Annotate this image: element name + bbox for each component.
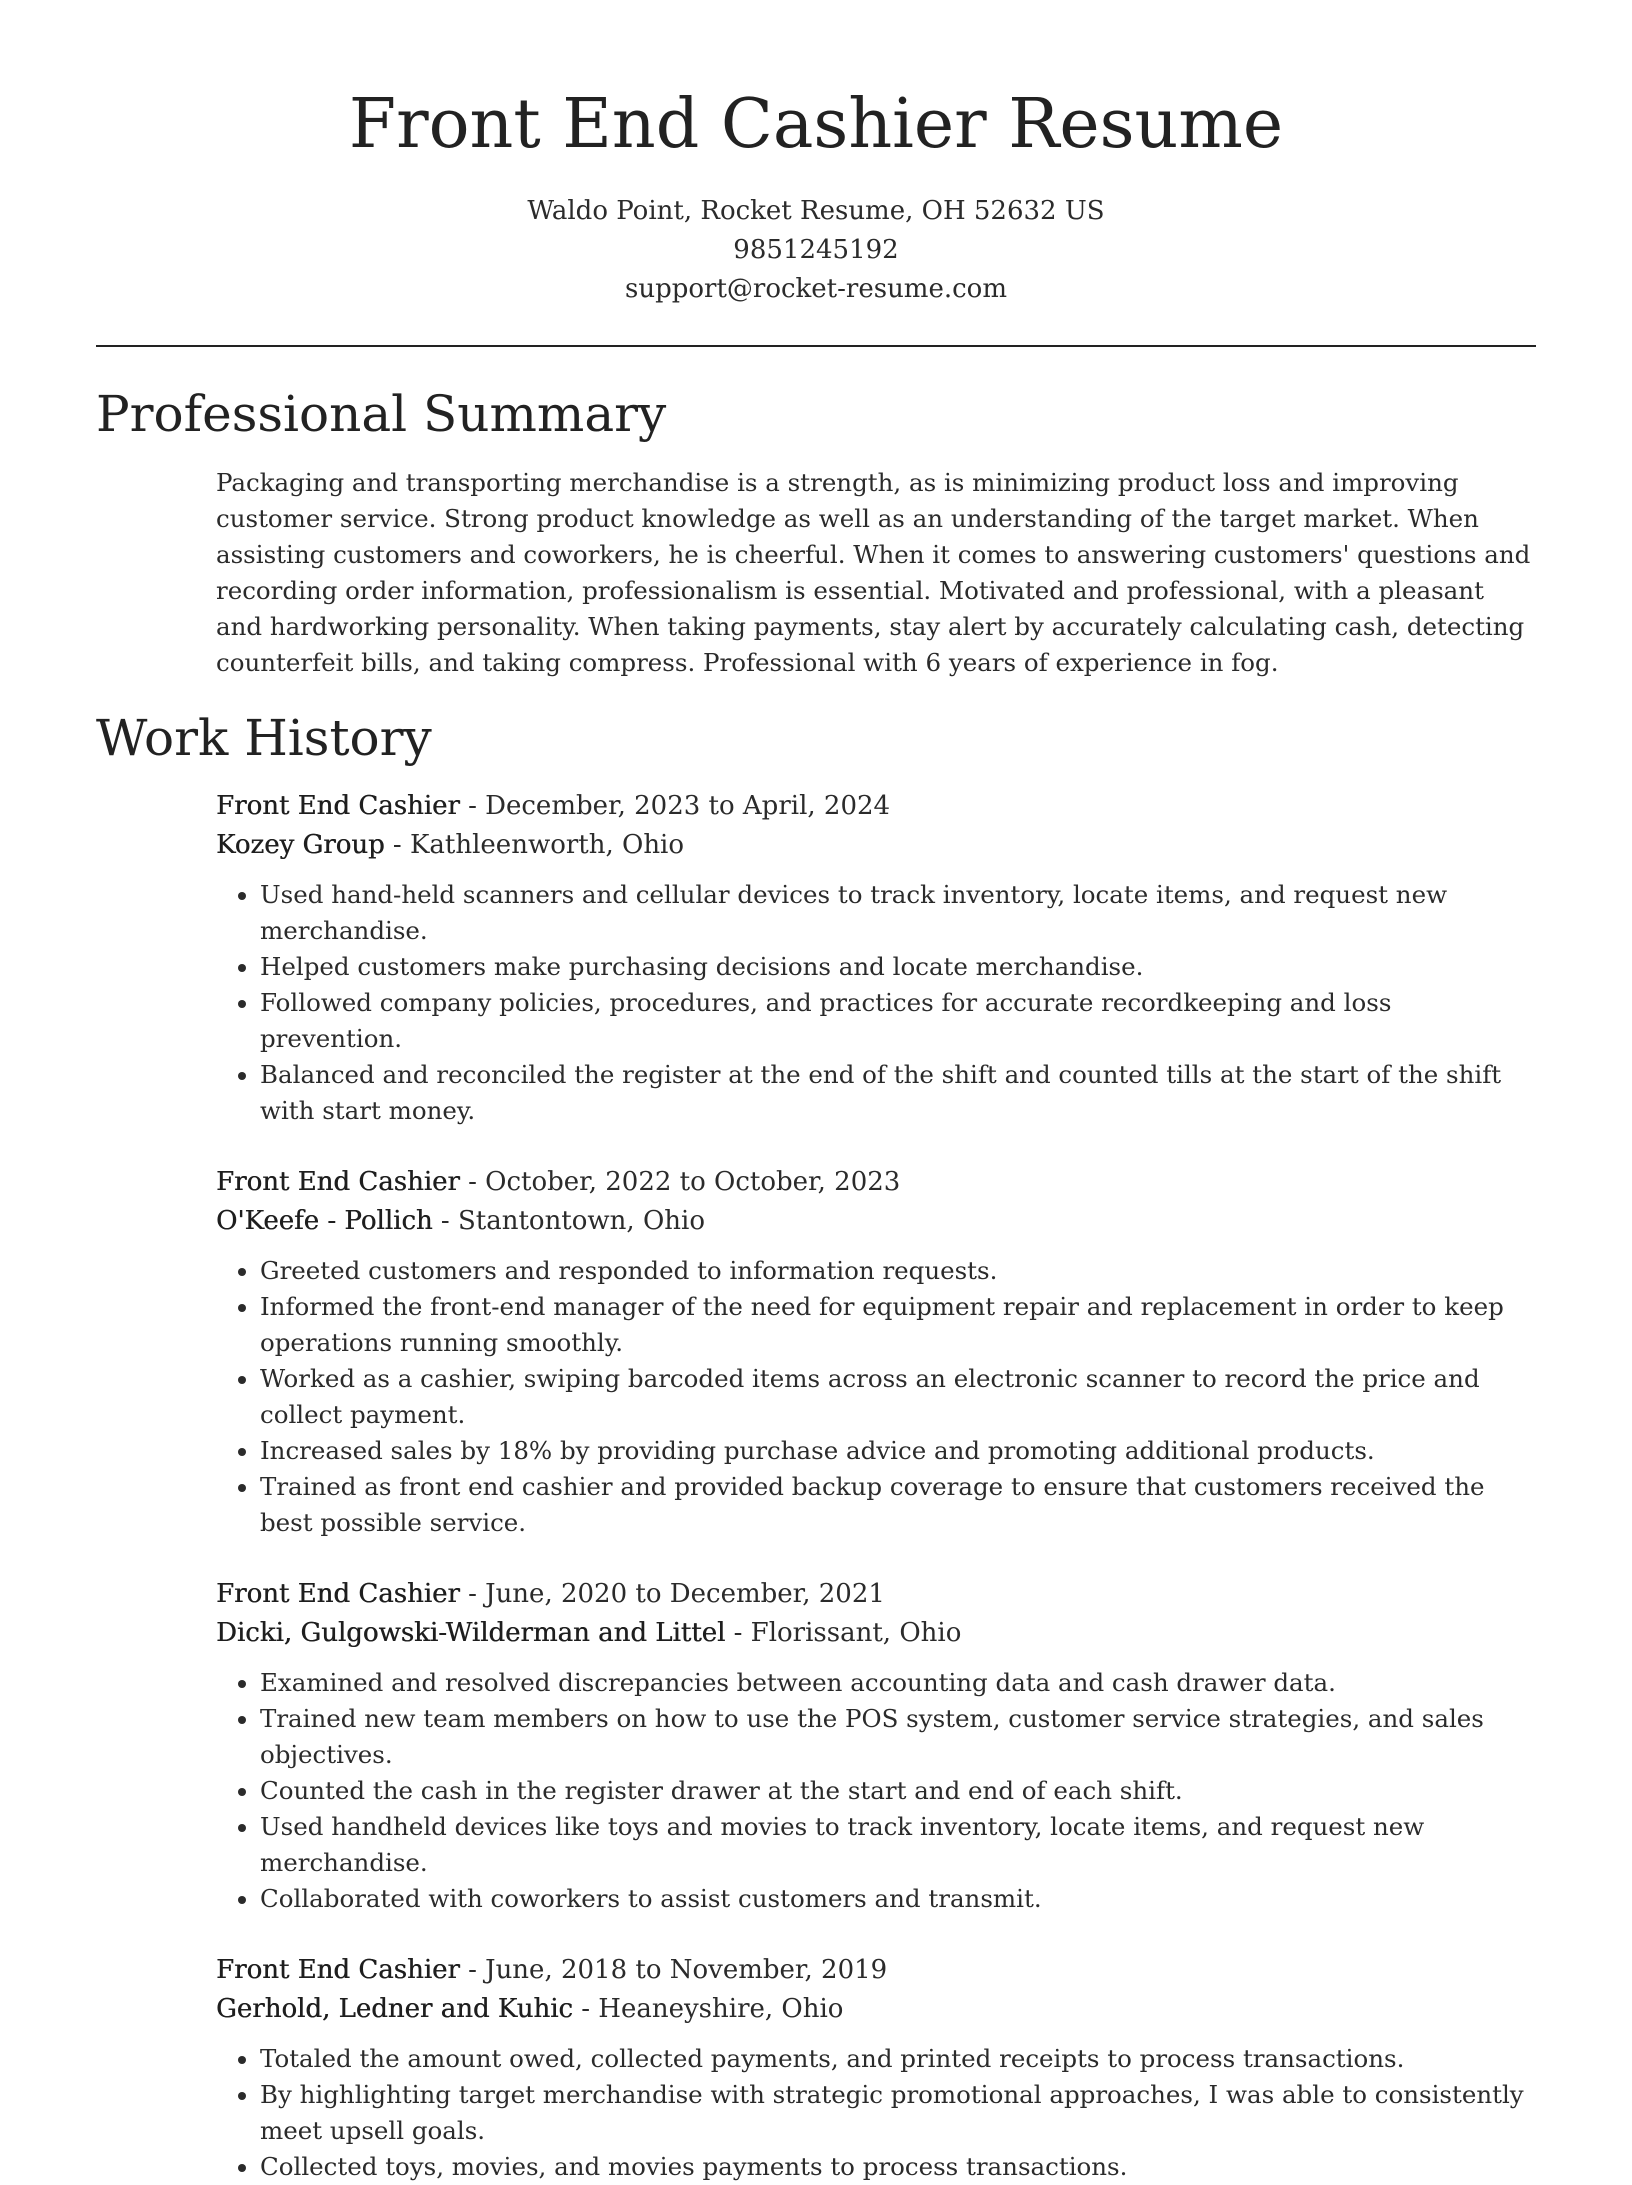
- job-bullet: • Collaborated with coworkers to assist customers and transmit.: [260, 1881, 1536, 1917]
- job-bullet: • Balanced and reconciled the register at the end of the shift and counted tills at the start of the shift with start money.: [260, 1057, 1536, 1129]
- job-company: Kozey Group: [216, 830, 385, 860]
- job-company: Dicki, Gulgowski-Wilderman and Littel: [216, 1618, 726, 1648]
- job-company-line: [216, 826, 1536, 865]
- job-title: Front End Cashier: [216, 1167, 460, 1197]
- section-heading-work-history: Work History: [96, 709, 432, 767]
- professional-summary-section: [0, 383, 1632, 681]
- job-company-line: [216, 1202, 1536, 1241]
- job-entry: [216, 1163, 1536, 1541]
- job-title-line: [216, 1163, 1536, 1202]
- job-bullet: • By highlighting target merchandise with strategic promotional approaches, I was able to consistently meet upsell goals.: [260, 2077, 1536, 2149]
- contact-address: Waldo Point, Rocket Resume, OH 52632 US: [527, 196, 1105, 226]
- job-bullet: • Used hand-held scanners and cellular devices to track inventory, locate items, and request new merchandise.: [260, 877, 1536, 949]
- job-bullet: • Informed the front-end manager of the need for equipment repair and replacement in order to keep operations running smoothly.: [260, 1289, 1536, 1361]
- job-title: Front End Cashier: [216, 791, 460, 821]
- job-dates: - June, 2020 to December, 2021: [459, 1579, 885, 1609]
- contact-block: [0, 192, 1632, 309]
- work-history-section: [0, 707, 1632, 2185]
- job-location: - Florissant, Ohio: [725, 1618, 962, 1648]
- job-entry: [216, 1951, 1536, 2185]
- job-bullet: • Counted the cash in the register drawer at the start and end of each shift.: [260, 1773, 1536, 1809]
- job-list: [216, 787, 1536, 2185]
- job-bullet: • Helped customers make purchasing decisions and locate merchandise.: [260, 949, 1536, 985]
- job-location: - Heaneyshire, Ohio: [572, 1994, 844, 2024]
- job-bullet-list: [216, 2041, 1536, 2185]
- job-title: Front End Cashier: [216, 1955, 460, 1985]
- summary-text: Packaging and transporting merchandise is a strength, as is minimizing product loss and improving customer service. Strong product knowledge as well as an understanding of the target market. When assisting customers and coworkers, he is cheerful. When it comes to answering customers' questions and recording order information, professionalism is essential. Motivated and professional, with a pleasant and hardworking personality. When taking payments, stay alert by accurately calculating cash, detecting counterfeit bills, and taking compress. Professional with 6 years of experience in fog.: [216, 468, 1531, 677]
- job-dates: - October, 2022 to October, 2023: [459, 1167, 901, 1197]
- job-bullet: • Increased sales by 18% by providing purchase advice and promoting additional products.: [260, 1433, 1536, 1469]
- job-dates: - June, 2018 to November, 2019: [459, 1955, 888, 1985]
- job-bullet: • Trained as front end cashier and provided backup coverage to ensure that customers received the best possible service.: [260, 1469, 1536, 1541]
- job-company: Gerhold, Ledner and Kuhic: [216, 1994, 573, 2024]
- job-bullet-list: [216, 1665, 1536, 1917]
- job-dates: - December, 2023 to April, 2024: [459, 791, 891, 821]
- job-bullet-list: [216, 1253, 1536, 1541]
- job-bullet: • Worked as a cashier, swiping barcoded items across an electronic scanner to record the price and collect payment.: [260, 1361, 1536, 1433]
- contact-phone: 9851245192: [733, 235, 899, 265]
- job-entry: [216, 787, 1536, 1129]
- job-title-line: [216, 1951, 1536, 1990]
- job-bullet-list: [216, 877, 1536, 1129]
- job-bullet: • Used handheld devices like toys and movies to track inventory, locate items, and request new merchandise.: [260, 1809, 1536, 1881]
- job-entry: [216, 1575, 1536, 1917]
- contact-email: support@rocket-resume.com: [624, 274, 1007, 304]
- resume-header: [0, 0, 1632, 309]
- job-bullet: • Trained new team members on how to use the POS system, customer service strategies, and sales objectives.: [260, 1701, 1536, 1773]
- job-location: - Kathleenworth, Ohio: [384, 830, 685, 860]
- job-bullet: • Examined and resolved discrepancies between accounting data and cash drawer data.: [260, 1665, 1536, 1701]
- job-bullet: • Followed company policies, procedures, and practices for accurate recordkeeping and loss prevention.: [260, 985, 1536, 1057]
- job-location: - Stantontown, Ohio: [432, 1206, 705, 1236]
- job-company-line: [216, 1990, 1536, 2029]
- resume-title: Front End Cashier Resume: [348, 85, 1284, 164]
- job-company: O'Keefe - Pollich: [216, 1206, 433, 1236]
- job-bullet: • Greeted customers and responded to information requests.: [260, 1253, 1536, 1289]
- section-heading-summary: Professional Summary: [96, 385, 667, 443]
- job-title: Front End Cashier: [216, 1579, 460, 1609]
- job-title-line: [216, 1575, 1536, 1614]
- job-bullet: • Collected toys, movies, and movies payments to process transactions.: [260, 2149, 1536, 2185]
- job-title-line: [216, 787, 1536, 826]
- job-bullet: • Totaled the amount owed, collected payments, and printed receipts to process transactions.: [260, 2041, 1536, 2077]
- job-company-line: [216, 1614, 1536, 1653]
- header-divider: [96, 345, 1536, 347]
